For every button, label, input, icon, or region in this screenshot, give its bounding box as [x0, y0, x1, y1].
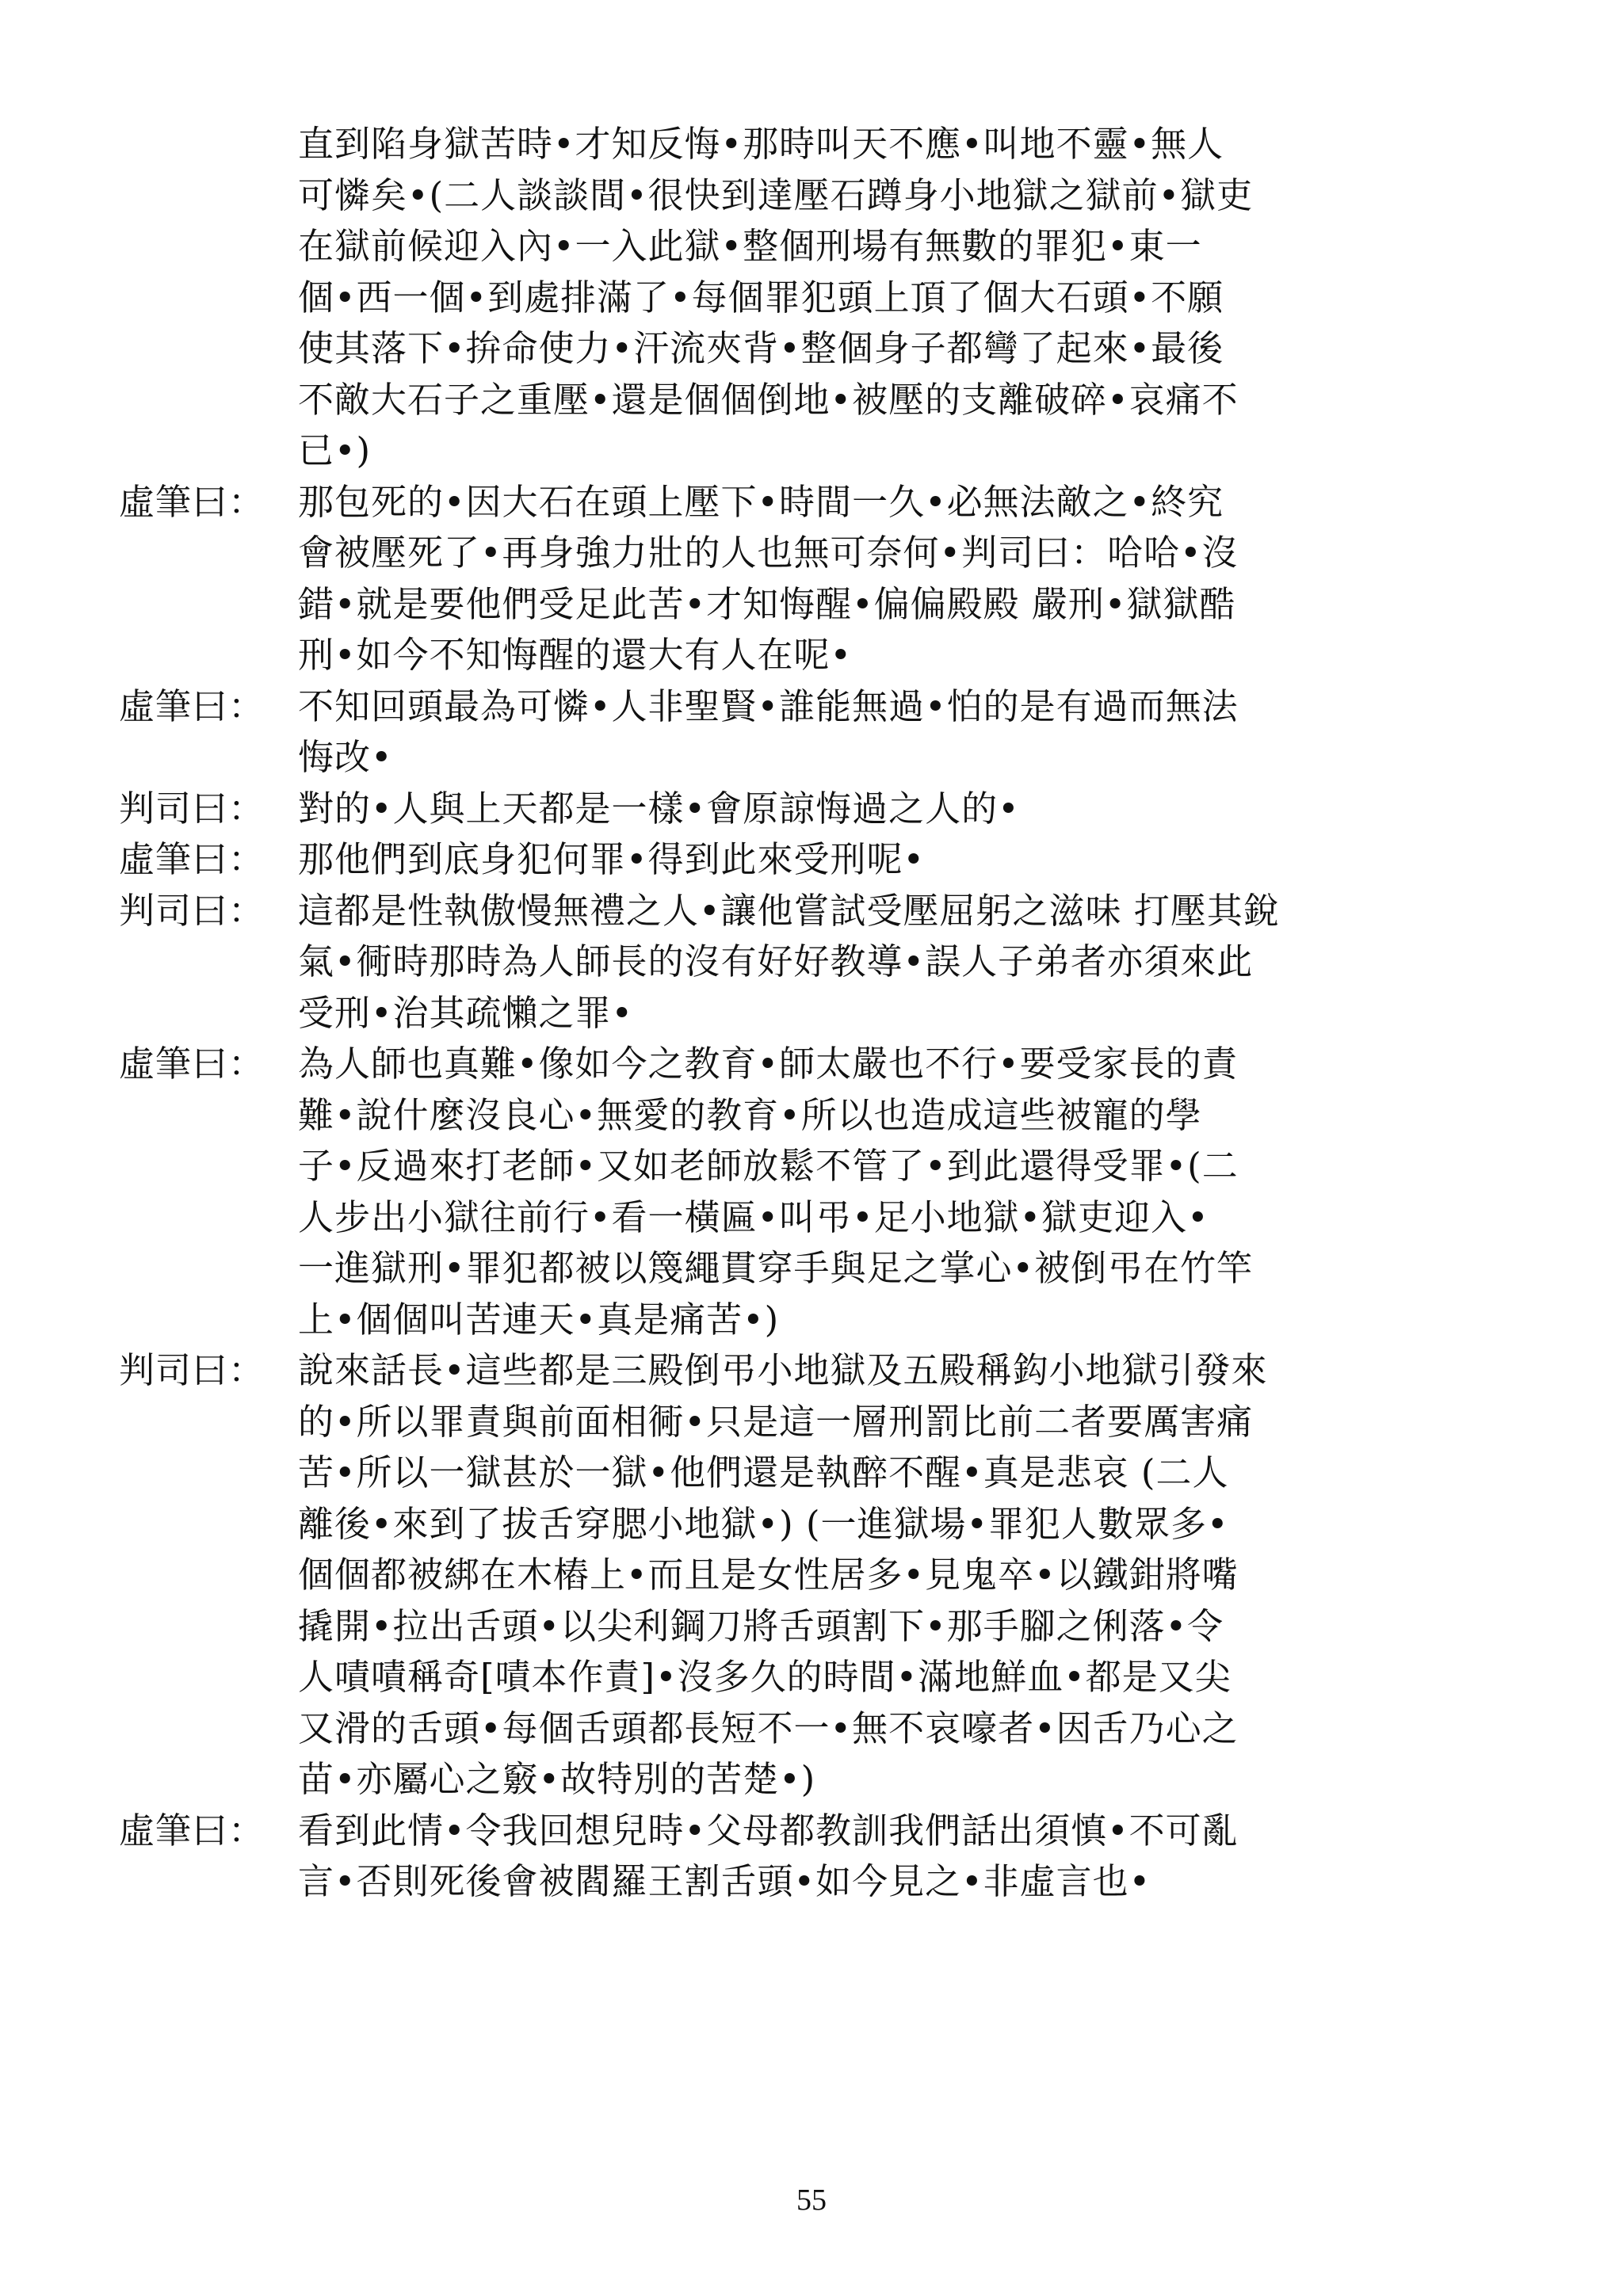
- text-line: 撬開•拉出舌頭•以尖利鋼刀將舌頭割下•那手腳之俐落•令: [298, 1604, 1224, 1647]
- text-line: 個•西一個•到處排滿了•每個罪犯頭上頂了個大石頭•不願: [298, 276, 1224, 318]
- speaker-label: 虛筆曰：: [119, 1043, 265, 1085]
- paragraph-body: [298, 834, 1506, 886]
- text-line: 悔改•: [298, 736, 393, 778]
- text-line: 離後•來到了拔舌穿腮小地獄•) (一進獄場•罪犯人數眾多•: [298, 1502, 1229, 1545]
- text-line: 受刑•治其疏懶之罪•: [298, 991, 634, 1034]
- text-line: 人嘖嘖稱奇[嘖本作責]•沒多久的時間•滿地鮮血•都是又尖: [298, 1656, 1232, 1698]
- text-line: 難•說什麼沒良心•無愛的教育•所以也造成這些被寵的學: [298, 1093, 1202, 1136]
- text-line: 上•個個叫苦連天•真是痛苦•): [298, 1298, 780, 1341]
- page-number: 55: [796, 2183, 827, 2217]
- text-line: 為人師也真難•像如今之教育•師太嚴也不行•要受家長的責: [298, 1043, 1239, 1085]
- text-line: 子•反過來打老師•又如老師放鬆不管了•到此還得受罪•(二: [298, 1145, 1239, 1187]
- text-line: 又滑的舌頭•每個舌頭都長短不一•無不哀嚎者•因舌乃心之: [298, 1707, 1239, 1749]
- text-line: 對的•人與上天都是一樣•會原諒悔過之人的•: [298, 787, 1020, 830]
- text-line: 使其落下•拚命使力•汗流夾背•整個身子都彎了起來•最後: [298, 327, 1224, 369]
- text-line: 個個都被綁在木樁上•而且是女性居多•見鬼卒•以鐵鉗將嘴: [298, 1554, 1239, 1596]
- paragraph-body: [298, 1039, 1506, 1345]
- text-line: 不敵大石子之重壓•還是個個倒地•被壓的支離破碎•哀痛不: [298, 378, 1239, 421]
- text-line: 的•所以罪責與前面相衕•只是這一層刑罰比前二者要厲害痛: [298, 1400, 1254, 1443]
- dialogue-text: [119, 119, 1506, 1908]
- dialogue-paragraph: [119, 1806, 1506, 1908]
- paragraph-body: [298, 1806, 1506, 1908]
- text-line: 已•): [298, 429, 372, 471]
- text-line: 這都是性執傲慢無禮之人•讓他嘗試受壓屈躬之滋味 打壓其銳: [298, 889, 1280, 932]
- dialogue-paragraph: [119, 1039, 1506, 1345]
- text-line: 會被壓死了•再身強力壯的人也無可奈何•判司曰：哈哈•沒: [298, 532, 1239, 574]
- text-line: 刑•如今不知悔醒的還大有人在呢•: [298, 634, 853, 676]
- dialogue-paragraph: [119, 681, 1506, 784]
- text-line: 可憐矣•(二人談談間•很快到達壓石蹲身小地獄之獄前•獄吏: [298, 174, 1254, 216]
- speaker-label: 判司曰：: [119, 1349, 265, 1391]
- paragraph-body: [298, 681, 1506, 784]
- text-line: 氣•衕時那時為人師長的沒有好好教導•誤人子弟者亦須來此: [298, 940, 1254, 982]
- text-line: 那包死的•因大石在頭上壓下•時間一久•必無法敵之•終究: [298, 480, 1224, 523]
- dialogue-paragraph: [119, 834, 1506, 886]
- text-line: 看到此情•令我回想兒時•父母都教訓我們話出須慎•不可亂: [298, 1809, 1239, 1852]
- paragraph-body: [298, 784, 1506, 835]
- speaker-label: 虛筆曰：: [119, 838, 265, 880]
- paragraph-body: [298, 886, 1506, 1039]
- dialogue-paragraph: [119, 784, 1506, 835]
- text-line: 錯•就是要他們受足此苦•才知悔醒•偏偏殿殿 嚴刑•獄獄酷: [298, 582, 1236, 625]
- speaker-label: 虛筆曰：: [119, 480, 265, 523]
- text-line: 在獄前候迎入內•一入此獄•整個刑場有無數的罪犯•東一: [298, 225, 1202, 267]
- dialogue-paragraph: [119, 886, 1506, 1039]
- text-line: 直到陷身獄苦時•才知反悔•那時叫天不應•叫地不靈•無人: [298, 123, 1224, 165]
- text-line: 苦•所以一獄甚於一獄•他們還是執醉不醒•真是悲哀 (二人: [298, 1451, 1229, 1493]
- dialogue-paragraph: [119, 1345, 1506, 1806]
- paragraph-body: [298, 1345, 1506, 1806]
- narration-paragraph: [119, 119, 1506, 477]
- paragraph-body: [298, 119, 1506, 477]
- text-line: 苗•亦屬心之竅•故特別的苦楚•): [298, 1758, 816, 1800]
- speaker-label: 虛筆曰：: [119, 1809, 265, 1852]
- speaker-label: 判司曰：: [119, 889, 265, 932]
- text-line: 那他們到底身犯何罪•得到此來受刑呢•: [298, 838, 926, 880]
- text-line: 言•否則死後會被閻羅王割舌頭•如今見之•非虛言也•: [298, 1860, 1151, 1902]
- speaker-label: 虛筆曰：: [119, 685, 265, 727]
- speaker-label: 判司曰：: [119, 787, 265, 830]
- text-line: 人步出小獄往前行•看一橫匾•叫弔•足小地獄•獄吏迎入•: [298, 1196, 1209, 1238]
- dialogue-paragraph: [119, 477, 1506, 681]
- text-line: 說來話長•這些都是三殿倒弔小地獄及五殿稱鈎小地獄引發來: [298, 1349, 1268, 1391]
- paragraph-body: [298, 477, 1506, 681]
- text-line: 一進獄刑•罪犯都被以篾繩貫穿手與足之掌心•被倒弔在竹竿: [298, 1247, 1254, 1289]
- text-line: 不知回頭最為可憐•人非聖賢•誰能無過•怕的是有過而無法: [298, 685, 1239, 727]
